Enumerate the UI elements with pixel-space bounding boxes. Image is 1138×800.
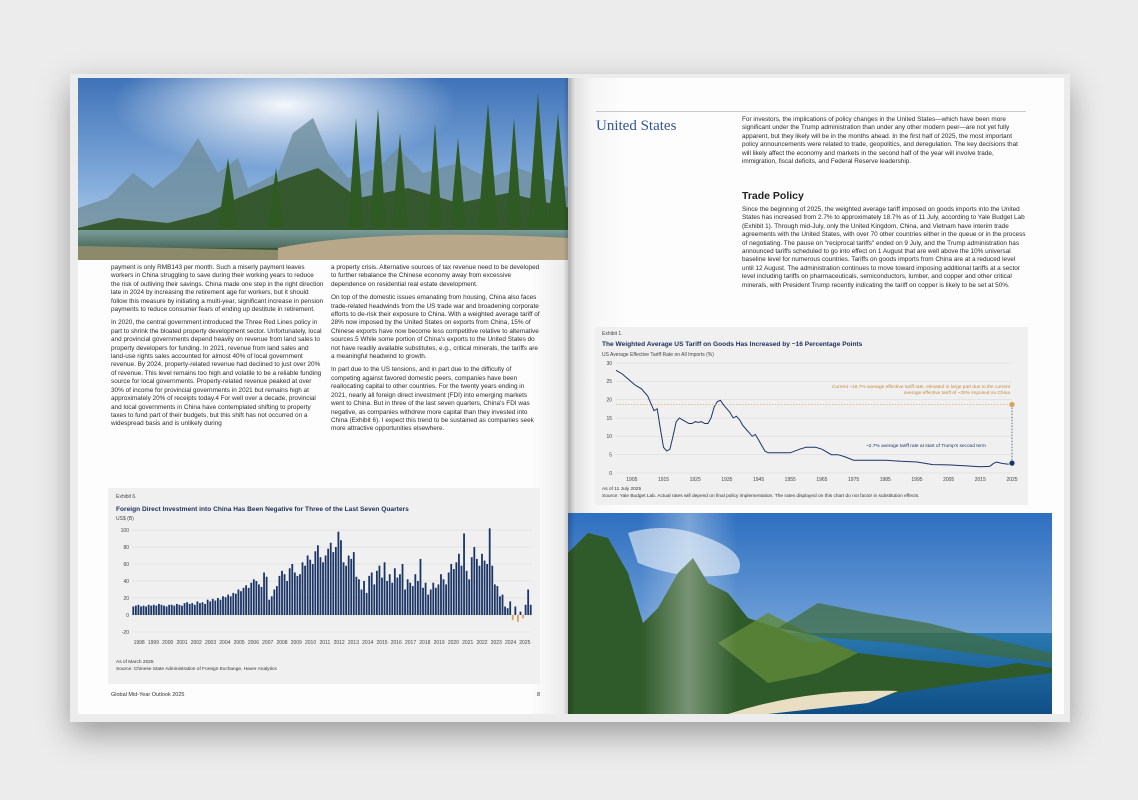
fdi-bar bbox=[222, 596, 224, 615]
fdi-bar bbox=[145, 607, 147, 616]
fdi-bar bbox=[143, 606, 145, 615]
fdi-bar bbox=[161, 605, 163, 615]
fdi-bar bbox=[150, 606, 152, 615]
fdi-bar bbox=[466, 571, 468, 615]
fdi-bar bbox=[266, 577, 268, 615]
fdi-bar bbox=[448, 573, 450, 616]
x-tick-label: 2022 bbox=[476, 640, 488, 646]
fdi-bar bbox=[422, 588, 424, 615]
fdi-bar bbox=[184, 603, 186, 615]
y-tick-label: 100 bbox=[120, 527, 129, 534]
fdi-bar bbox=[350, 559, 352, 615]
fdi-bar bbox=[361, 590, 363, 616]
y-tick-label: 60 bbox=[123, 561, 129, 568]
fdi-bar bbox=[263, 573, 265, 616]
fdi-bar bbox=[512, 615, 514, 620]
fdi-bar bbox=[502, 595, 504, 615]
x-tick-label: 1935 bbox=[721, 477, 733, 483]
y-tick-label: -20 bbox=[121, 629, 129, 636]
fdi-bar bbox=[471, 557, 473, 615]
fdi-bar bbox=[217, 598, 219, 615]
fdi-bar bbox=[307, 556, 309, 616]
fdi-bar bbox=[209, 601, 211, 615]
x-tick-label: 2015 bbox=[376, 640, 388, 646]
fdi-bar bbox=[140, 607, 142, 616]
fdi-bar bbox=[320, 557, 322, 615]
x-tick-label: 1905 bbox=[626, 477, 638, 483]
fdi-bar bbox=[212, 599, 214, 615]
x-tick-label: 2006 bbox=[247, 640, 259, 646]
annotation-current-rate: Current ~18.7% average effective tariff rate, elevated in large part due to the current average effective tariff of ~28% imposed on China bbox=[831, 385, 1010, 396]
x-tick-label: 2002 bbox=[190, 640, 202, 646]
fdi-bar bbox=[322, 562, 324, 615]
fdi-bar bbox=[504, 607, 506, 616]
paragraph: payment is only RMB143 per month. Such a miserly payment leaves workers in China struggling to save during their working years to reduce the risk of outliving their savings. China made one step in the right direction late in 2024 by increasing the retirement age for workers, but it should follow this measure by initiating a multi-year, significant increase in pension payments to reduce consumer fears of ending up destitute in retirement. bbox=[111, 264, 324, 314]
fdi-bar bbox=[399, 574, 401, 615]
fdi-bar bbox=[176, 604, 178, 615]
paragraph: In part due to the US tensions, and in part due to the difficulty of competing against favored domestic peers, companies have been reallocating capital to other countries. For the twenty years ending in 2021, nearly all foreign direct investment (FDI) into emerging markets went to China. But in three of the last seven quarters, China's FDI was negative, as companies withdrew more capital than they invested into China (Exhibit 6). I expect this trend to be sustained as companies seek more attractive opportunities elsewhere. bbox=[331, 366, 534, 433]
fdi-bar bbox=[248, 588, 250, 615]
fdi-bar bbox=[481, 554, 483, 615]
x-tick-label: 2008 bbox=[276, 640, 288, 646]
fdi-bar bbox=[489, 528, 491, 615]
exhibit-unit-label: US$ (B) bbox=[116, 516, 134, 522]
y-tick-label: 80 bbox=[123, 544, 129, 551]
fdi-bar bbox=[220, 600, 222, 615]
fdi-bar bbox=[461, 566, 463, 615]
x-tick-label: 2005 bbox=[943, 477, 955, 483]
fdi-bar bbox=[166, 607, 168, 616]
section-rule bbox=[596, 111, 1026, 112]
fdi-bar bbox=[153, 605, 155, 615]
fdi-bar bbox=[435, 588, 437, 615]
fdi-bar bbox=[317, 545, 319, 615]
y-tick-label: 5 bbox=[609, 452, 612, 459]
fdi-bar bbox=[520, 612, 522, 615]
exhibit-6-panel bbox=[108, 488, 540, 684]
fdi-bar bbox=[491, 566, 493, 615]
fdi-bar bbox=[189, 604, 191, 615]
exhibit-unit-label: US Average Effective Tariff Rate on All Imports (%) bbox=[602, 352, 714, 358]
x-tick-label: 2015 bbox=[974, 477, 986, 483]
fdi-bar bbox=[450, 564, 452, 615]
x-tick-label: 2014 bbox=[362, 640, 374, 646]
fdi-bar bbox=[514, 607, 516, 616]
right-page bbox=[568, 78, 1064, 714]
fdi-bar bbox=[171, 605, 173, 615]
fdi-bar bbox=[355, 577, 357, 615]
y-tick-label: 0 bbox=[126, 612, 129, 619]
x-tick-label: 2025 bbox=[1006, 477, 1018, 483]
fdi-bar bbox=[496, 586, 498, 615]
fdi-bar bbox=[527, 590, 529, 616]
fdi-bar bbox=[314, 551, 316, 615]
fdi-bar bbox=[484, 561, 486, 615]
fdi-bar bbox=[427, 595, 429, 615]
fdi-bar bbox=[309, 560, 311, 615]
fdi-bar bbox=[443, 579, 445, 615]
fdi-bar bbox=[255, 581, 257, 615]
fdi-bar bbox=[250, 583, 252, 615]
fdi-bar bbox=[235, 594, 237, 615]
x-tick-label: 1998 bbox=[133, 640, 145, 646]
fdi-bar bbox=[463, 533, 465, 615]
y-tick-label: 10 bbox=[606, 434, 612, 441]
fdi-bar bbox=[291, 564, 293, 615]
fdi-bar bbox=[204, 604, 206, 615]
fdi-bar bbox=[163, 606, 165, 615]
fdi-bar bbox=[517, 615, 519, 622]
fdi-bar bbox=[214, 601, 216, 615]
fdi-bar bbox=[286, 581, 288, 615]
tariff-line-chart bbox=[594, 357, 1028, 487]
fdi-bar bbox=[453, 569, 455, 615]
fdi-bar bbox=[168, 605, 170, 615]
paragraph: On top of the domestic issues emanating from housing, China also faces trade-related headwinds from the US trade war and broadening corporate efforts to de-risk their exposure to China. With a weighted average tariff of 28% now imposed by the United States on exports from China, 15% of Chinese exports have now become less competitive relative to alternative sources.5 While some portion of China's exports to the United States do not have readily available substitutes, e.g., critical minerals, the tariffs are a meaningful headwind to growth. bbox=[331, 294, 540, 361]
x-tick-label: 2000 bbox=[162, 640, 174, 646]
fdi-bar bbox=[432, 583, 434, 615]
x-tick-label: 2016 bbox=[390, 640, 402, 646]
x-tick-label: 2003 bbox=[205, 640, 217, 646]
x-tick-label: 1999 bbox=[147, 640, 159, 646]
fdi-bar bbox=[330, 543, 332, 615]
exhibit-label: Exhibit 1. bbox=[602, 331, 623, 337]
fdi-bar bbox=[499, 596, 501, 615]
fdi-bar bbox=[155, 606, 157, 615]
fdi-bar bbox=[358, 579, 360, 615]
exhibit-as-of: As of March 2025 bbox=[116, 660, 154, 665]
exhibit-as-of: As of 11 July 2025 bbox=[602, 487, 642, 492]
fdi-bar bbox=[438, 584, 440, 615]
fdi-bar bbox=[279, 576, 281, 615]
left-column-2 bbox=[331, 264, 541, 439]
fdi-bar bbox=[430, 590, 432, 616]
fdi-bar bbox=[345, 566, 347, 615]
spine-shadow bbox=[563, 78, 575, 714]
fdi-bar bbox=[299, 574, 301, 615]
fdi-bar bbox=[458, 554, 460, 615]
fdi-bar bbox=[389, 574, 391, 615]
fdi-bar bbox=[455, 562, 457, 615]
fdi-bar bbox=[391, 583, 393, 615]
fdi-bar bbox=[373, 584, 375, 615]
fdi-bar bbox=[479, 566, 481, 615]
fdi-bar bbox=[468, 579, 470, 615]
x-tick-label: 1975 bbox=[848, 477, 860, 483]
x-tick-label: 2017 bbox=[405, 640, 417, 646]
fdi-bar bbox=[425, 583, 427, 615]
fdi-bar bbox=[268, 600, 270, 615]
fdi-bar bbox=[402, 564, 404, 615]
exhibit-title: Foreign Direct Investment into China Has Been Negative for Three of the Last Seven Quarters bbox=[116, 506, 409, 513]
fdi-bar bbox=[227, 595, 229, 615]
x-tick-label: 2023 bbox=[490, 640, 502, 646]
fdi-bar bbox=[289, 568, 291, 615]
fdi-bar bbox=[332, 552, 334, 615]
fdi-bar bbox=[304, 566, 306, 615]
x-tick-label: 2019 bbox=[433, 640, 445, 646]
fdi-bar bbox=[530, 605, 532, 615]
fdi-bar bbox=[294, 573, 296, 616]
fdi-bar bbox=[276, 586, 278, 615]
fdi-bar bbox=[396, 578, 398, 615]
fdi-bar bbox=[258, 584, 260, 615]
fdi-bar bbox=[386, 581, 388, 615]
fdi-bar bbox=[225, 597, 227, 615]
x-tick-label: 1965 bbox=[816, 477, 828, 483]
fdi-bar bbox=[202, 602, 204, 615]
fdi-bar bbox=[381, 578, 383, 615]
fdi-bar bbox=[525, 605, 527, 615]
fdi-bar bbox=[261, 587, 263, 615]
fdi-bar bbox=[338, 532, 340, 615]
fdi-bar bbox=[407, 579, 409, 615]
fdi-bar bbox=[353, 552, 355, 615]
fdi-bar bbox=[245, 585, 247, 615]
fdi-bar-chart bbox=[108, 522, 540, 668]
fdi-bar bbox=[253, 579, 255, 615]
x-tick-label: 1915 bbox=[657, 477, 670, 483]
fdi-bar bbox=[507, 608, 509, 615]
x-tick-label: 2007 bbox=[262, 640, 274, 646]
fdi-bar bbox=[340, 540, 342, 615]
page-number: 8 bbox=[537, 692, 541, 698]
x-tick-label: 1925 bbox=[689, 477, 701, 483]
annotation-start-rate: ~2.7% average tariff rate at start of Trump's second term bbox=[866, 444, 986, 449]
fdi-bar bbox=[414, 574, 416, 615]
x-tick-label: 2013 bbox=[347, 640, 359, 646]
fdi-bar bbox=[409, 583, 411, 615]
current-rate-point bbox=[1009, 402, 1014, 407]
fdi-bar bbox=[173, 606, 175, 615]
fdi-bar bbox=[412, 586, 414, 615]
y-tick-label: 0 bbox=[609, 470, 612, 477]
fdi-bar bbox=[379, 566, 381, 615]
x-tick-label: 2012 bbox=[333, 640, 345, 646]
trade-policy-heading: Trade Policy bbox=[742, 190, 804, 202]
fdi-bar bbox=[281, 571, 283, 615]
fdi-bar bbox=[522, 615, 524, 618]
karst-river-photo bbox=[78, 78, 570, 260]
exhibit-label: Exhibit 6. bbox=[116, 494, 137, 500]
fdi-bar bbox=[158, 604, 160, 615]
left-page bbox=[78, 78, 570, 714]
fdi-bar bbox=[473, 547, 475, 615]
x-tick-label: 1985 bbox=[879, 477, 891, 483]
fdi-bar bbox=[420, 559, 422, 615]
fdi-bar bbox=[325, 556, 327, 616]
fdi-bar bbox=[135, 606, 137, 615]
y-tick-label: 20 bbox=[123, 595, 129, 602]
fdi-bar bbox=[348, 556, 350, 616]
exhibit-source: Source: Chinese State Administration of Foreign Exchange, Haver Analytics bbox=[116, 667, 277, 672]
fdi-bar bbox=[284, 574, 286, 615]
page-footer-title: Global Mid-Year Outlook 2025 bbox=[111, 692, 185, 698]
exhibit-source: Source: Yale Budget Lab. Actual rates will depend on final policy implementation. The rates displayed on this chart do not factor in substitution effects. bbox=[602, 494, 920, 499]
intro-paragraph: For investors, the implications of policy changes in the United States—which have been more significant under the Trump administration than under any other modern peer—are not yet fully apparent, but they likely will be in the months ahead. In the first half of 2025, the most important policy announcements were related to trade, geopolitics, and deregulation. The key decisions that will likely affect the economy and markets in the second half of the year will involve trade, immigration, fiscal deficits, and Federal Reserve leadership. bbox=[742, 116, 1018, 166]
y-tick-label: 40 bbox=[123, 578, 129, 585]
fdi-bar bbox=[494, 584, 496, 615]
fdi-bar bbox=[394, 568, 396, 615]
fdi-bar bbox=[238, 590, 240, 616]
fdi-bar bbox=[273, 590, 275, 616]
exhibit-title: The Weighted Average US Tariff on Goods Has Increased by ~16 Percentage Points bbox=[602, 341, 863, 348]
x-tick-label: 2009 bbox=[290, 640, 302, 646]
fdi-bar bbox=[243, 588, 245, 615]
fdi-bar bbox=[417, 581, 419, 615]
fdi-bar bbox=[366, 593, 368, 615]
fdi-bar bbox=[132, 607, 134, 616]
fdi-bar bbox=[486, 564, 488, 615]
fdi-bar bbox=[384, 562, 386, 615]
fdi-bar bbox=[368, 576, 370, 615]
fdi-bar bbox=[230, 596, 232, 615]
y-tick-label: 30 bbox=[606, 360, 612, 367]
fdi-bar bbox=[327, 549, 329, 615]
fdi-bar bbox=[271, 596, 273, 615]
y-tick-label: 25 bbox=[606, 379, 612, 386]
fdi-bar bbox=[186, 602, 188, 615]
x-tick-label: 2021 bbox=[462, 640, 474, 646]
fdi-bar bbox=[138, 605, 140, 615]
x-tick-label: 1995 bbox=[911, 477, 923, 483]
y-tick-label: 15 bbox=[606, 415, 612, 422]
fdi-bar bbox=[404, 590, 406, 616]
trade-policy-paragraph: Since the beginning of 2025, the weighted average tariff imposed on goods imports into the United States has increased from 2.7% to approximately 18.7% as of 11 July, according to Yale Budget Lab (Exhibit 1). Through mid-July, only the United Kingdom, China, and Vietnam have interim trade agreements with the United States, with over 70 other countries either in the queue or in the process of negotiating. The pause on "reciprocal tariffs" ended on 9 July, and the Trump administration has announced tariffs scheduled to go into effect on 1 August that are well above the 10% universal baseline level for numerous countries. Tariffs on goods imports from China are at a reduced level until 12 August. The administration continues to move toward imposing additional tariffs at a sector level including tariffs on pharmaceuticals, semiconductors, lumber, and copper and other critical minerals, with President Trump recently indicating the tariff on copper is likely to be set at 50%. bbox=[742, 206, 1026, 289]
fdi-bar bbox=[199, 603, 201, 615]
fdi-bar bbox=[148, 605, 150, 615]
exhibit-1-panel bbox=[594, 327, 1028, 505]
x-tick-label: 2024 bbox=[505, 640, 517, 646]
x-tick-label: 2020 bbox=[447, 640, 459, 646]
start-rate-point bbox=[1009, 461, 1014, 466]
paragraph: In 2020, the central government introduced the Three Red Lines policy in part to shrink the bloated property development sector. Unfortunately, local and provincial governments depend heavily on revenue from land sales to property developers for funding. In 2021, revenue from land sales and land-use rights sales accounted for almost 40% of local government revenue. By 2024, property-related revenue had declined to just over 20% of revenue. This level remains too high and volatile to be a reliable funding source for local governments. Property-related revenue peaked at over 30% of income for provincial governments in 2021 but remains high at approximately 20% of receipts today.4 For well over a decade, provincial and local governments in China have contemplated shifting to property taxes to fund part of their budgets, but this shift has not occurred on a widespread basis and is unlikely during bbox=[111, 319, 322, 428]
fdi-bar bbox=[207, 600, 209, 615]
x-tick-label: 2018 bbox=[419, 640, 431, 646]
fdi-bar bbox=[196, 601, 198, 615]
x-tick-label: 1945 bbox=[752, 477, 765, 483]
x-tick-label: 2005 bbox=[233, 640, 245, 646]
x-tick-label: 2001 bbox=[176, 640, 188, 646]
fdi-bar bbox=[232, 593, 234, 615]
section-heading: United States bbox=[596, 118, 677, 134]
x-tick-label: 2010 bbox=[305, 640, 317, 646]
fdi-bar bbox=[440, 574, 442, 615]
fdi-bar bbox=[371, 573, 373, 616]
fdi-bar bbox=[302, 562, 304, 615]
fdi-bar bbox=[181, 606, 183, 615]
coastline-photo bbox=[568, 513, 1052, 714]
fdi-bar bbox=[509, 601, 511, 615]
x-tick-label: 2011 bbox=[319, 640, 331, 646]
fdi-bar bbox=[363, 581, 365, 615]
fdi-bar bbox=[476, 559, 478, 615]
left-column-1 bbox=[111, 264, 324, 434]
fdi-bar bbox=[240, 591, 242, 615]
fdi-bar bbox=[445, 584, 447, 615]
x-tick-label: 1955 bbox=[784, 477, 796, 483]
fdi-bar bbox=[343, 562, 345, 615]
fdi-bar bbox=[179, 605, 181, 615]
fdi-bar bbox=[194, 605, 196, 615]
fdi-bar bbox=[335, 547, 337, 615]
y-tick-label: 20 bbox=[606, 397, 612, 404]
x-tick-label: 2025 bbox=[519, 640, 531, 646]
fdi-bar bbox=[312, 564, 314, 615]
fdi-bar bbox=[296, 576, 298, 615]
x-tick-label: 2004 bbox=[219, 640, 231, 646]
fdi-bar bbox=[376, 571, 378, 615]
paragraph: a property crisis. Alternative sources of tax revenue need to be developed to further rebalance the Chinese economy away from excessive dependence on residential real estate development. bbox=[331, 264, 540, 288]
fdi-bar bbox=[191, 603, 193, 615]
